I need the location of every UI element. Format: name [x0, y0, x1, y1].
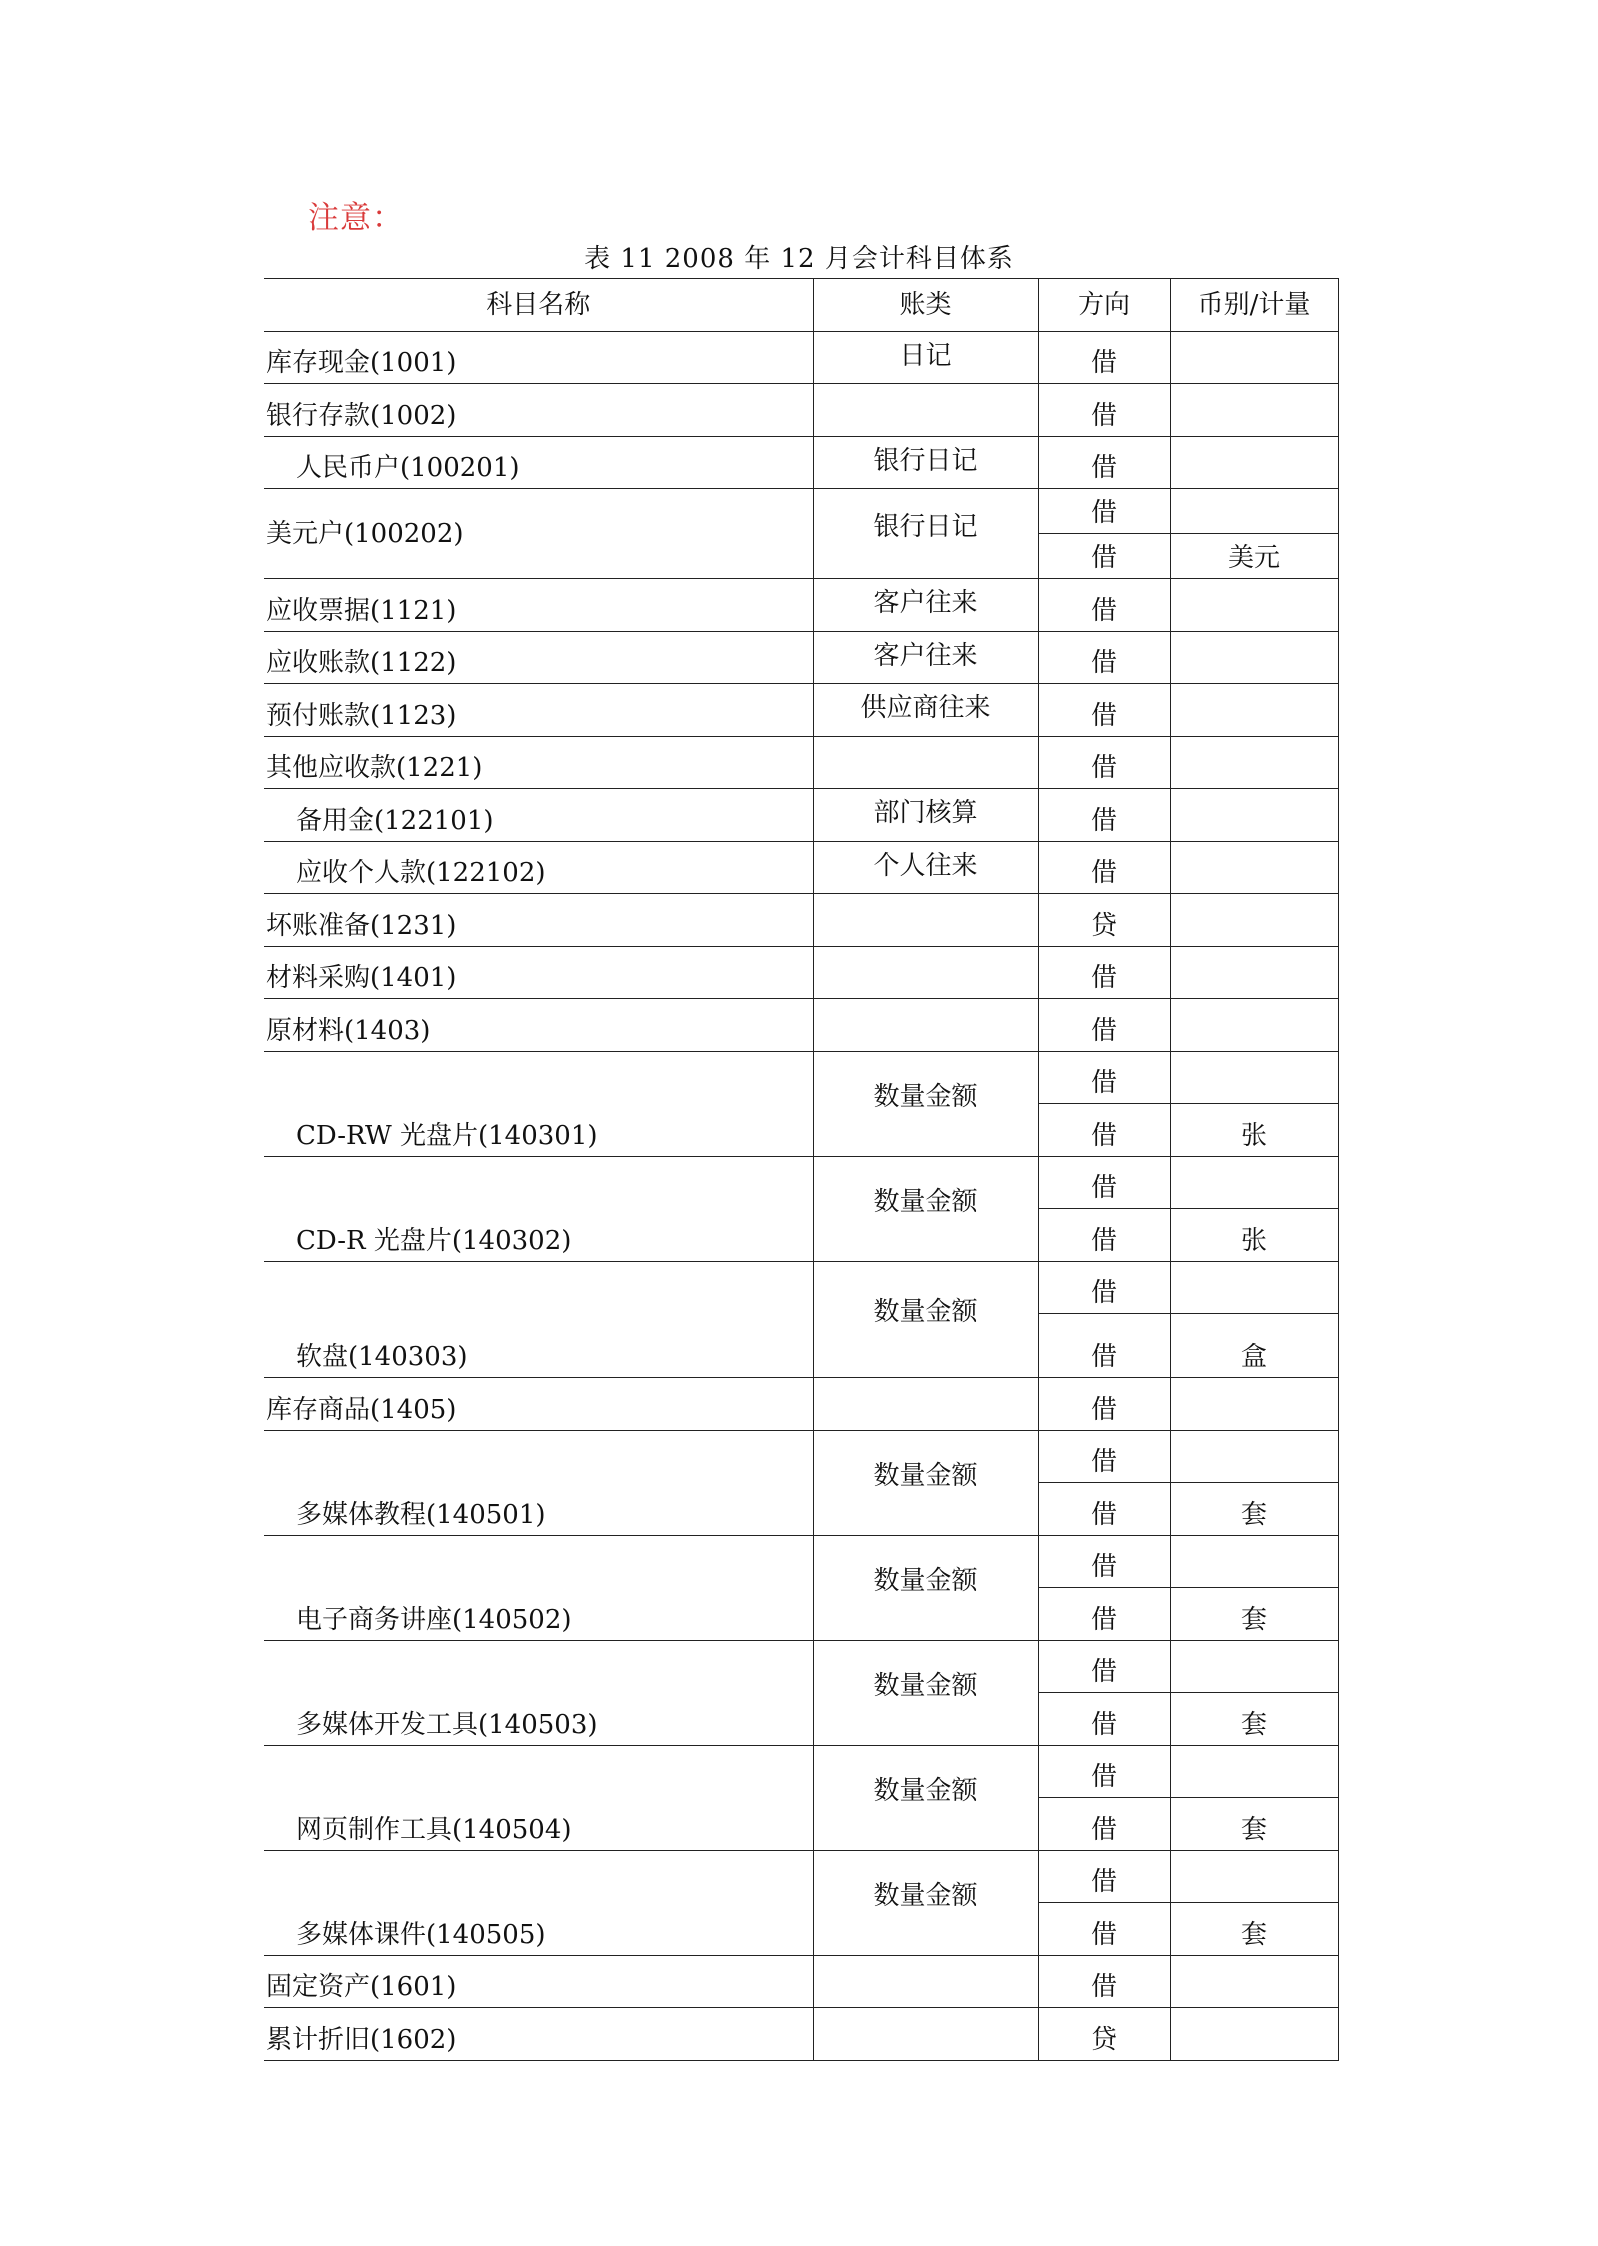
table-row	[264, 999, 1338, 1052]
account-name: CD-R 光盘片(140302)	[264, 1156, 813, 1261]
account-book: 数量金额	[813, 1745, 1038, 1850]
account-name: 应收个人款(122102)	[264, 841, 813, 894]
account-book	[813, 999, 1038, 1052]
table-row	[264, 684, 1338, 737]
account-currency	[1170, 946, 1338, 999]
account-book: 日记	[813, 331, 1038, 384]
table-row	[264, 489, 1338, 534]
account-name: 多媒体课件(140505)	[264, 1850, 813, 1955]
account-name: 软盘(140303)	[264, 1261, 813, 1378]
table-row	[264, 1640, 1338, 1693]
account-name: 坏账准备(1231)	[264, 894, 813, 947]
table-row	[264, 946, 1338, 999]
account-name: 多媒体开发工具(140503)	[264, 1640, 813, 1745]
account-currency	[1170, 736, 1338, 789]
account-name: CD-RW 光盘片(140301)	[264, 1051, 813, 1156]
account-direction: 借	[1038, 1955, 1170, 2008]
account-direction: 借	[1038, 579, 1170, 632]
account-book: 客户往来	[813, 579, 1038, 632]
header-direction: 方向	[1038, 279, 1170, 332]
table-row	[264, 579, 1338, 632]
account-book	[813, 946, 1038, 999]
table-row	[264, 1430, 1338, 1483]
account-currency	[1170, 579, 1338, 632]
account-name: 多媒体教程(140501)	[264, 1430, 813, 1535]
account-name: 原材料(1403)	[264, 999, 813, 1052]
account-direction: 借	[1038, 436, 1170, 489]
account-direction: 借	[1038, 1850, 1170, 1903]
table-row	[264, 736, 1338, 789]
account-currency: 套	[1170, 1483, 1338, 1536]
account-direction: 借	[1038, 1588, 1170, 1641]
account-direction: 借	[1038, 1745, 1170, 1798]
account-currency	[1170, 1850, 1338, 1903]
account-currency: 张	[1170, 1209, 1338, 1262]
table-row	[264, 1051, 1338, 1104]
account-name: 网页制作工具(140504)	[264, 1745, 813, 1850]
account-direction: 贷	[1038, 2008, 1170, 2061]
account-currency: 套	[1170, 1798, 1338, 1851]
account-direction: 借	[1038, 384, 1170, 437]
account-currency	[1170, 436, 1338, 489]
account-name: 人民币户(100201)	[264, 436, 813, 489]
table-row	[264, 2008, 1338, 2061]
account-book	[813, 2008, 1038, 2061]
account-book: 个人往来	[813, 841, 1038, 894]
account-direction: 借	[1038, 1640, 1170, 1693]
account-name: 库存商品(1405)	[264, 1378, 813, 1431]
account-currency	[1170, 1261, 1338, 1314]
account-name: 其他应收款(1221)	[264, 736, 813, 789]
account-currency	[1170, 489, 1338, 534]
account-book	[813, 894, 1038, 947]
table-row	[264, 1850, 1338, 1903]
account-name: 应收票据(1121)	[264, 579, 813, 632]
account-currency	[1170, 841, 1338, 894]
account-currency	[1170, 1640, 1338, 1693]
account-book: 银行日记	[813, 489, 1038, 579]
account-currency: 套	[1170, 1903, 1338, 1956]
account-currency: 套	[1170, 1588, 1338, 1641]
account-currency	[1170, 1378, 1338, 1431]
account-currency	[1170, 1156, 1338, 1209]
note-label: 注意：	[308, 200, 404, 236]
account-book	[813, 736, 1038, 789]
account-currency	[1170, 1745, 1338, 1798]
table-row	[264, 331, 1338, 384]
account-direction: 借	[1038, 736, 1170, 789]
account-direction: 借	[1038, 1903, 1170, 1956]
account-book: 部门核算	[813, 789, 1038, 842]
account-book: 数量金额	[813, 1156, 1038, 1261]
account-currency	[1170, 331, 1338, 384]
account-direction: 借	[1038, 1051, 1170, 1104]
account-name: 美元户(100202)	[264, 489, 813, 579]
account-currency	[1170, 894, 1338, 947]
account-currency	[1170, 1430, 1338, 1483]
account-book: 数量金额	[813, 1850, 1038, 1955]
account-currency	[1170, 999, 1338, 1052]
account-direction: 借	[1038, 684, 1170, 737]
account-name: 预付账款(1123)	[264, 684, 813, 737]
account-currency	[1170, 1051, 1338, 1104]
account-book: 数量金额	[813, 1430, 1038, 1535]
table-header-row	[264, 279, 1338, 332]
account-direction: 借	[1038, 1535, 1170, 1588]
account-table	[264, 278, 1339, 2061]
account-book: 数量金额	[813, 1261, 1038, 1378]
account-currency	[1170, 1955, 1338, 2008]
account-book: 数量金额	[813, 1535, 1038, 1640]
table-row	[264, 631, 1338, 684]
account-name: 备用金(122101)	[264, 789, 813, 842]
account-direction: 借	[1038, 1209, 1170, 1262]
account-currency	[1170, 384, 1338, 437]
table-row	[264, 894, 1338, 947]
account-direction: 借	[1038, 1314, 1170, 1378]
account-direction: 借	[1038, 1156, 1170, 1209]
account-book	[813, 384, 1038, 437]
account-name: 累计折旧(1602)	[264, 2008, 813, 2061]
table-row	[264, 1955, 1338, 2008]
account-name: 电子商务讲座(140502)	[264, 1535, 813, 1640]
header-currency: 币别/计量	[1170, 279, 1338, 332]
account-book: 客户往来	[813, 631, 1038, 684]
table-row	[264, 436, 1338, 489]
account-direction: 借	[1038, 1798, 1170, 1851]
account-book: 数量金额	[813, 1051, 1038, 1156]
account-direction: 借	[1038, 1378, 1170, 1431]
account-currency	[1170, 1535, 1338, 1588]
account-currency	[1170, 684, 1338, 737]
table-row	[264, 1378, 1338, 1431]
account-book: 银行日记	[813, 436, 1038, 489]
account-direction: 借	[1038, 789, 1170, 842]
account-currency: 美元	[1170, 534, 1338, 579]
account-direction: 贷	[1038, 894, 1170, 947]
account-currency: 张	[1170, 1104, 1338, 1157]
account-currency	[1170, 789, 1338, 842]
table-row	[264, 1261, 1338, 1314]
account-direction: 借	[1038, 946, 1170, 999]
table-row	[264, 1156, 1338, 1209]
account-direction: 借	[1038, 841, 1170, 894]
table-row	[264, 1745, 1338, 1798]
account-direction: 借	[1038, 999, 1170, 1052]
header-book: 账类	[813, 279, 1038, 332]
account-currency: 套	[1170, 1693, 1338, 1746]
account-name: 固定资产(1601)	[264, 1955, 813, 2008]
account-name: 银行存款(1002)	[264, 384, 813, 437]
account-currency: 盒	[1170, 1314, 1338, 1378]
table-row	[264, 384, 1338, 437]
account-book: 供应商往来	[813, 684, 1038, 737]
account-book: 数量金额	[813, 1640, 1038, 1745]
account-name: 材料采购(1401)	[264, 946, 813, 999]
account-direction: 借	[1038, 1693, 1170, 1746]
table-row	[264, 789, 1338, 842]
account-direction: 借	[1038, 1261, 1170, 1314]
table-row	[264, 1535, 1338, 1588]
account-direction: 借	[1038, 1483, 1170, 1536]
header-name: 科目名称	[264, 279, 813, 332]
account-name: 应收账款(1122)	[264, 631, 813, 684]
account-direction: 借	[1038, 489, 1170, 534]
account-direction: 借	[1038, 534, 1170, 579]
account-direction: 借	[1038, 631, 1170, 684]
table-row	[264, 841, 1338, 894]
account-name: 库存现金(1001)	[264, 331, 813, 384]
account-direction: 借	[1038, 331, 1170, 384]
account-book	[813, 1955, 1038, 2008]
table-caption: 表 11 2008 年 12 月会计科目体系	[584, 244, 1014, 274]
account-currency	[1170, 2008, 1338, 2061]
account-direction: 借	[1038, 1104, 1170, 1157]
account-currency	[1170, 631, 1338, 684]
account-book	[813, 1378, 1038, 1431]
account-direction: 借	[1038, 1430, 1170, 1483]
